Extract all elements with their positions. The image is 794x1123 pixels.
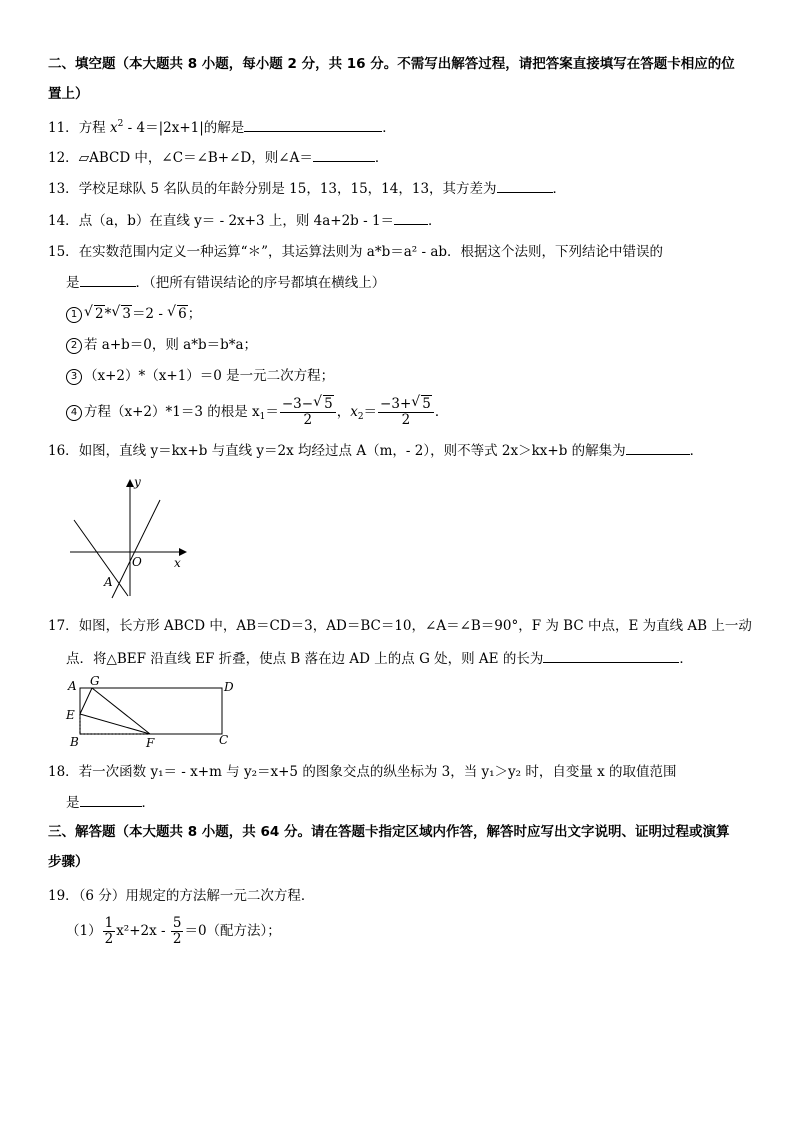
section-3-title-line2: 步骤） [48, 854, 89, 870]
answer-blank-11[interactable] [244, 117, 382, 132]
line-y-kx-b [74, 520, 128, 596]
label-a: A [68, 679, 77, 693]
question-19-part-1: （1） $\frac{1}{2}$ x²+2x - $\frac{5}{2}$ ＝0（配方法）； [66, 915, 281, 947]
answer-blank-17[interactable] [543, 648, 679, 663]
answer-blank-18[interactable] [80, 792, 142, 807]
answer-blank-12[interactable] [313, 147, 375, 162]
section-2-title-line2: 置上） [48, 86, 89, 102]
label-d: D [224, 680, 234, 694]
question-12: 12．▱ABCD 中，∠C＝∠B+∠D，则∠A＝ ． [48, 147, 388, 168]
question-15-option-1: 1 √ 2* √ 3＝2 - √ 6； [66, 304, 201, 324]
question-11: 11．方程 $x^2 - 4=|2x+1|$的解是 ． [48, 119, 396, 136]
label-e: E [66, 708, 75, 722]
label-f: F [146, 736, 155, 750]
question-13: 13．学校足球队 5 名队员的年龄分别是 15，13，15，14，13，其方差为 ． [48, 178, 566, 199]
question-17-line2: 点．将△BEF 沿直线 EF 折叠，使点 B 落在边 AD 上的点 G 处，则 AE 的长为 ． [66, 648, 693, 669]
section-2-title-line1: 二、填空题（本大题共 8 小题，每小题 2 分，共 16 分。不需写出解答过程，请把答案直接填写在答题卡相应的位 [48, 56, 735, 72]
question-15-option-4: 4 方程（x+2）*1＝3 的根是 $x_1=$ −3− √ 5 2 ，$x_2=$ −3+ √ 5 2 ． [66, 396, 448, 428]
question-15-line1: 15．在实数范围内定义一种运算“＊”，其运算法则为 a*b＝a² - ab．根据这个法则，下列结论中错误的 [48, 244, 664, 260]
section-3-title-line1: 三、解答题（本大题共 8 小题，共 64 分。请在答题卡指定区域内作答，解答时应写出文字说明、证明过程或演算 [48, 824, 730, 840]
question-19: 19．（6 分）用规定的方法解一元二次方程． [48, 888, 315, 904]
question-14: 14．点（a，b）在直线 y＝ - 2x+3 上，则 4a+2b - 1＝ ． [48, 210, 442, 231]
segment-ef [80, 714, 150, 734]
answer-blank-13[interactable] [497, 178, 553, 193]
question-16: 16．如图，直线 y＝kx+b 与直线 y＝2x 均经过点 A（m，- 2），则不等式 2x＞kx+b 的解集为 ． [48, 440, 703, 461]
question-17-figure [62, 674, 248, 750]
y-axis-label: y [134, 475, 141, 489]
answer-blank-16[interactable] [626, 440, 690, 455]
label-c: C [219, 733, 229, 747]
segment-gf [92, 688, 150, 734]
question-15-option-3: 3 （x+2）*（x+1）＝0 是一元二次方程； [66, 366, 334, 386]
question-18-line2: 是 ． [66, 792, 155, 813]
point-a-label: A [104, 575, 113, 589]
label-g: G [90, 674, 100, 688]
segment-eg [80, 688, 92, 714]
label-b: B [70, 735, 79, 749]
x-axis-label: x [174, 556, 181, 570]
origin-label: O [132, 555, 142, 569]
question-15-line2: 是 ．（把所有错误结论的序号都填在横线上） [66, 272, 385, 293]
question-16-figure [62, 474, 202, 600]
answer-blank-15[interactable] [80, 272, 136, 287]
question-15-option-2: 2 若 a+b＝0，则 a*b＝b*a； [66, 335, 257, 355]
question-18-line1: 18．若一次函数 y₁＝ - x+m 与 y₂＝x+5 的图象交点的纵坐标为 3，当 y₁＞y₂ 时，自变量 x 的取值范围 [48, 764, 677, 780]
answer-blank-14[interactable] [394, 210, 428, 225]
question-17-line1: 17．如图，长方形 ABCD 中，AB＝CD＝3，AD＝BC＝10，∠A＝∠B＝90°，F 为 BC 中点，E 为直线 AB 上一动 [48, 618, 752, 634]
